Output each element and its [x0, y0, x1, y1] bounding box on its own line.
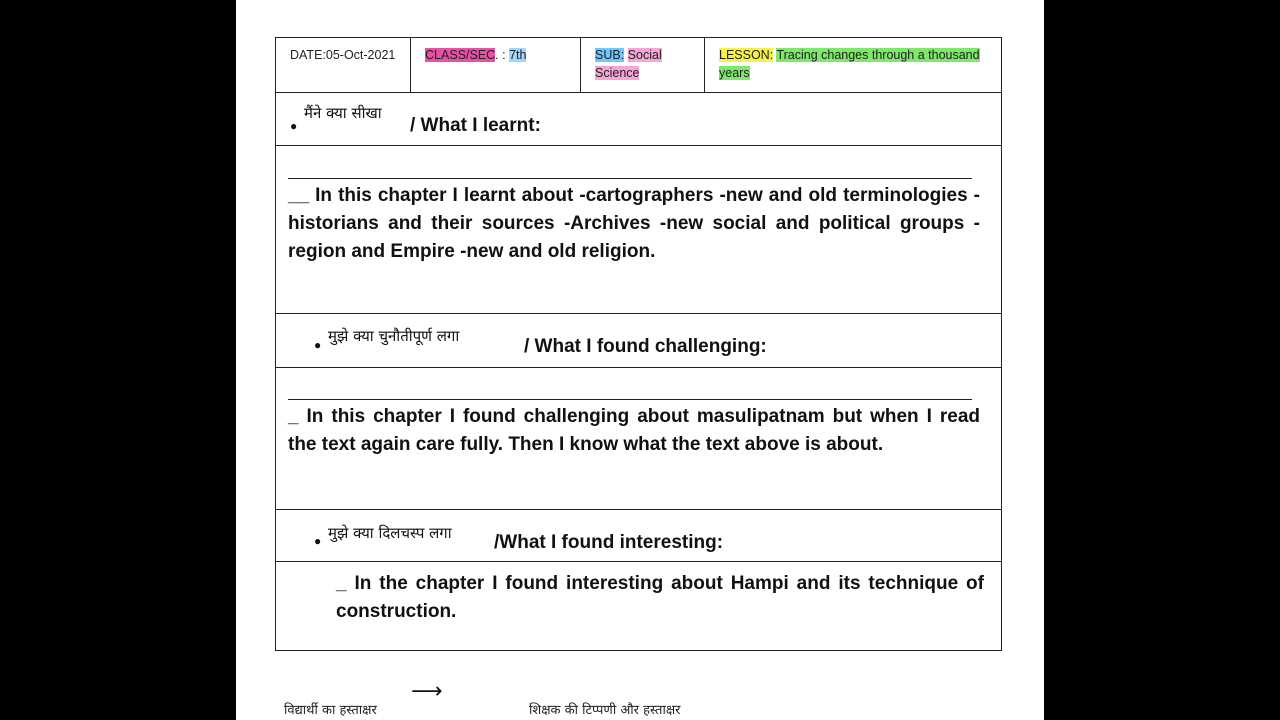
- lesson-value-line2: years: [719, 66, 750, 80]
- date-text: DATE:05-Oct-2021: [290, 48, 396, 62]
- header-row: [276, 38, 1001, 93]
- date-cell: [276, 38, 411, 92]
- section2-hindi: मुझे क्या चुनौतीपूर्ण लगा: [328, 327, 460, 345]
- subject-label: SUB:: [595, 48, 625, 62]
- worksheet-page: [236, 0, 1044, 720]
- class-label: CLASS/SEC: [425, 48, 496, 62]
- section1-answer-row: [276, 146, 1001, 314]
- arrow-icon: ⟶: [411, 678, 443, 703]
- teacher-signature-label: शिक्षक की टिप्पणी और हस्ताक्षर: [529, 703, 681, 718]
- class-separator: . :: [495, 48, 506, 62]
- section3-hindi: मुझे क्या दिलचस्प लगा: [328, 524, 452, 542]
- answer-line: [288, 178, 972, 179]
- section3-heading-row: [276, 510, 1001, 562]
- section2-heading: / What I found challenging:: [524, 336, 767, 357]
- lesson-cell: [705, 38, 1001, 92]
- section3-heading: /What I found interesting:: [494, 532, 724, 553]
- subject-value-line1: Social: [627, 48, 662, 62]
- section2-answer: _ In this chapter I found challenging about masulipatnam but when I read the text again care fully. Then I know what the text above is about.: [288, 406, 980, 455]
- bullet-icon: ●: [290, 119, 298, 133]
- section1-heading: / What I learnt:: [410, 115, 541, 136]
- subject-value-line2: Science: [595, 66, 640, 80]
- section3-answer: _ In the chapter I found interesting about Hampi and its technique of construction.: [336, 573, 984, 622]
- section1-answer: __ In this chapter I learnt about -cartographers -new and old terminologies -historians and their sources -Archives -new social and political groups -region and Empire -new and old religion.: [288, 185, 980, 262]
- lesson-label: LESSON:: [719, 48, 774, 62]
- section1-heading-row: [276, 93, 1001, 146]
- answer-line: [288, 399, 972, 400]
- section2-heading-row: [276, 314, 1001, 368]
- class-value: 7th: [509, 48, 527, 62]
- section3-answer-row: [276, 562, 1001, 650]
- student-signature-label: विद्यार्थी का हस्ताक्षर: [284, 703, 377, 718]
- worksheet-table: [275, 37, 1002, 651]
- section1-hindi: मैंने क्या सीखा: [304, 104, 382, 122]
- class-cell: [411, 38, 581, 92]
- lesson-value-line1: Tracing changes through a thousand: [776, 48, 980, 62]
- bullet-icon: ●: [314, 338, 322, 352]
- subject-cell: [581, 38, 705, 92]
- bullet-icon: ●: [314, 534, 322, 548]
- section2-answer-row: [276, 368, 1001, 510]
